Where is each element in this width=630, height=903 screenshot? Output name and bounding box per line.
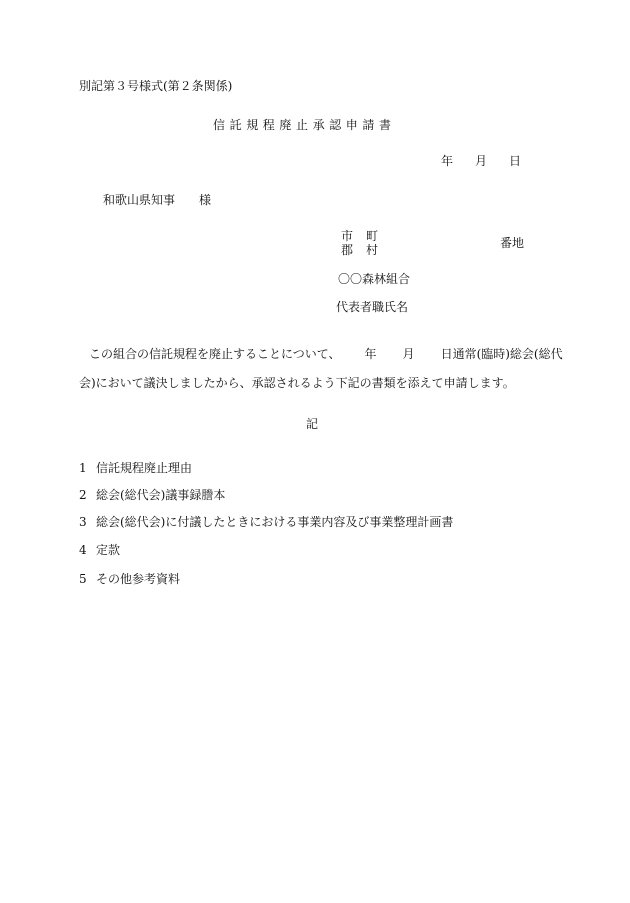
body-line-1-part-1: この組合の信託規程を廃止することについて、 — [89, 347, 341, 361]
body-line-2: 会)において議決しましたから、承認されるよう下記の書類を添えて申請します。 — [79, 376, 515, 390]
list-item-number: 1 — [79, 461, 87, 475]
town-label: 町 — [366, 229, 379, 243]
list-item — [79, 573, 180, 585]
list-item-text: 総会(総代会)議事録謄本 — [96, 488, 226, 502]
addressee — [103, 194, 211, 206]
list-item-number: 2 — [79, 488, 87, 502]
list-item — [79, 462, 192, 474]
body-year-label: 年 — [364, 347, 377, 361]
date-day-label: 日 — [509, 154, 522, 168]
municipality-row-2 — [341, 243, 378, 257]
list-item-number: 4 — [79, 543, 87, 557]
body-line-1 — [89, 348, 563, 360]
form-reference: 別記第３号様式(第２条関係) — [79, 79, 233, 93]
body-line-1-part-2: 日通常(臨時)総会(総代 — [440, 347, 563, 361]
address-suffix: 番地 — [500, 236, 525, 250]
body-month-label: 月 — [402, 347, 415, 361]
list-item-number: 3 — [79, 515, 87, 529]
list-item-text: その他参考資料 — [96, 572, 181, 586]
list-item — [79, 516, 453, 528]
addressee-honorific: 様 — [199, 193, 212, 207]
list-item-number: 5 — [79, 572, 87, 586]
ki-heading: 記 — [306, 417, 319, 431]
village-label: 村 — [366, 243, 379, 258]
document-title: 信託規程廃止承認申請書 — [213, 118, 396, 132]
addressee-name: 和歌山県知事 — [103, 193, 176, 207]
list-item — [79, 544, 120, 556]
list-item — [79, 489, 225, 501]
list-item-text: 総会(総代会)に付議したときにおける事業内容及び事業整理計画書 — [96, 515, 454, 529]
organization-name: 〇〇森林組合 — [338, 272, 411, 286]
list-item-text: 信託規程廃止理由 — [96, 461, 193, 475]
city-label: 市 — [341, 229, 354, 243]
county-label: 郡 — [341, 243, 354, 258]
date-line — [441, 155, 521, 167]
date-month-label: 月 — [475, 154, 488, 168]
municipality-block — [341, 229, 378, 258]
date-year-label: 年 — [441, 154, 454, 168]
list-item-text: 定款 — [96, 543, 121, 557]
municipality-row-1 — [341, 229, 378, 243]
representative-label: 代表者職氏名 — [336, 300, 409, 314]
